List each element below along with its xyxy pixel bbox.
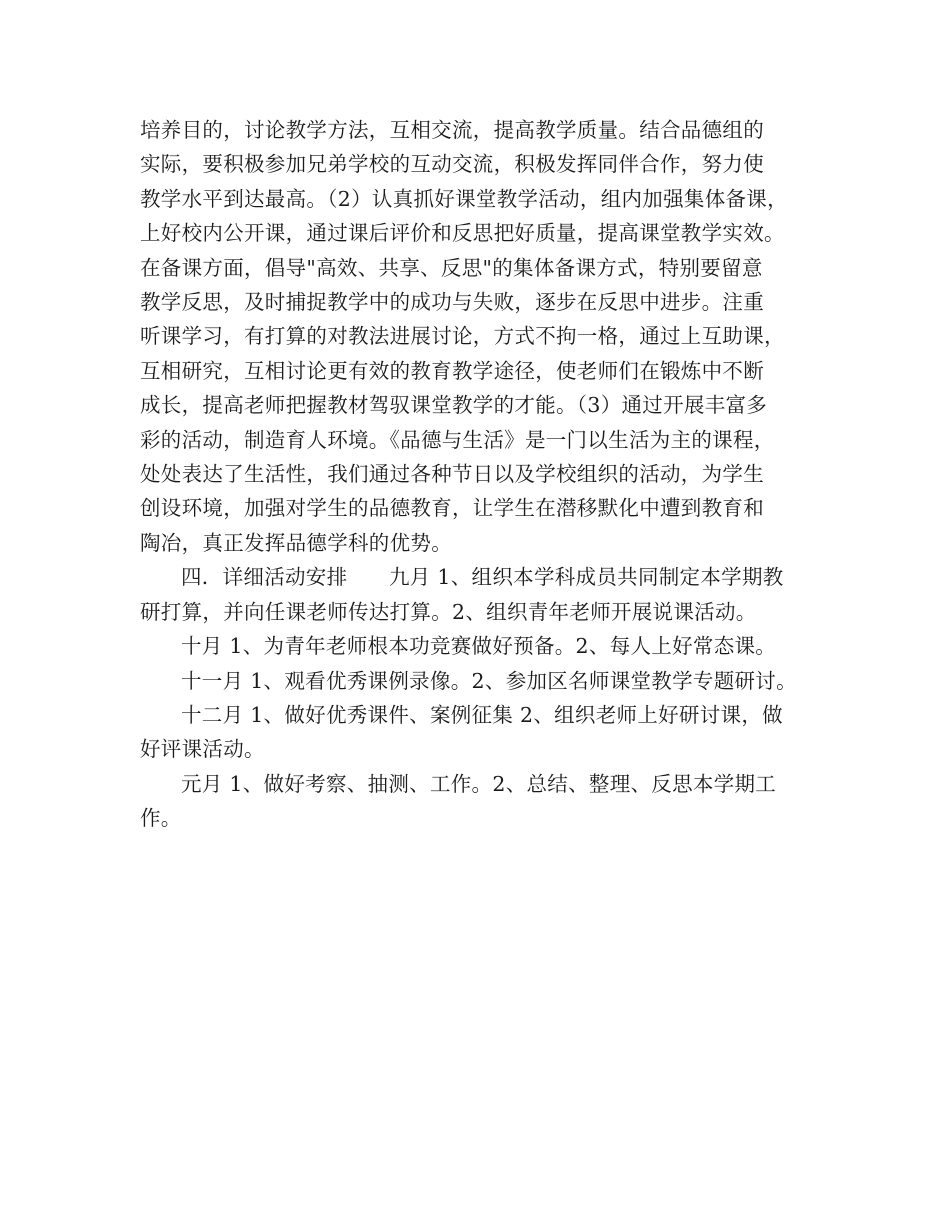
text-line: 培养目的，讨论教学方法，互相交流，提高教学质量。结合品德组的 [140,118,764,142]
text-line: 在备课方面，倡导"高效、共享、反思"的集体备课方式，特别要留意 [140,255,763,280]
paragraph-october [140,629,830,663]
text-line: 研打算，并向任课老师传达打算。2、组织青年老师开展说课活动。 [140,599,757,624]
text-line: 四．详细活动安排 九月 1、组织本学科成员共同制定本学期教 [181,565,784,590]
text-line: 彩的活动，制造育人环境。《品德与生活》是一门以生活为主的课程， [140,427,775,452]
text-line: 好评课活动。 [140,737,265,762]
paragraph-activity-schedule [140,560,830,629]
text-line: 实际，要积极参加兄弟学校的互动交流，积极发挥同伴合作，努力使 [140,152,764,177]
text-line: 十二月 1、做好优秀课件、案例征集 2、组织老师上好研讨课，做 [181,702,783,727]
text-line: 上好校内公开课，通过课后评价和反思把好质量，提高课堂教学实效。 [140,221,785,246]
text-line: 成长，提高老师把握教材驾驭课堂教学的才能。（3）通过开展丰富多 [140,393,768,418]
text-line: 创设环境，加强对学生的品德教育，让学生在潜移默化中遭到教育和 [140,496,764,521]
text-line: 元月 1、做好考察、抽测、工作。2、总结、整理、反思本学期工 [181,771,777,796]
text-line: 处处表达了生活性，我们通过各种节日以及学校组织的活动，为学生 [140,462,764,487]
paragraph-december [140,698,830,767]
text-line: 陶冶，真正发挥品德学科的优势。 [140,530,452,555]
text-line: 教学水平到达最高。（2）认真抓好课堂教学活动，组内加强集体备课， [140,186,788,211]
text-line: 十一月 1、观看优秀课例录像。2、参加区名师课堂教学专题研讨。 [181,668,797,693]
paragraph-january [140,767,830,836]
text-line: 互相研究，互相讨论更有效的教育教学途径，使老师们在锻炼中不断 [140,358,764,383]
text-line: 十月 1、为青年老师根本功竞赛做好预备。2、每人上好常态课。 [181,634,777,659]
document-body [140,113,830,836]
paragraph-november [140,664,830,698]
text-line: 听课学习，有打算的对教法进展讨论，方式不拘一格，通过上互助课， [140,324,785,349]
paragraph-teaching-goals [140,113,830,560]
text-line: 作。 [140,806,182,831]
text-line: 教学反思，及时捕捉教学中的成功与失败，逐步在反思中进步。注重 [140,290,764,315]
